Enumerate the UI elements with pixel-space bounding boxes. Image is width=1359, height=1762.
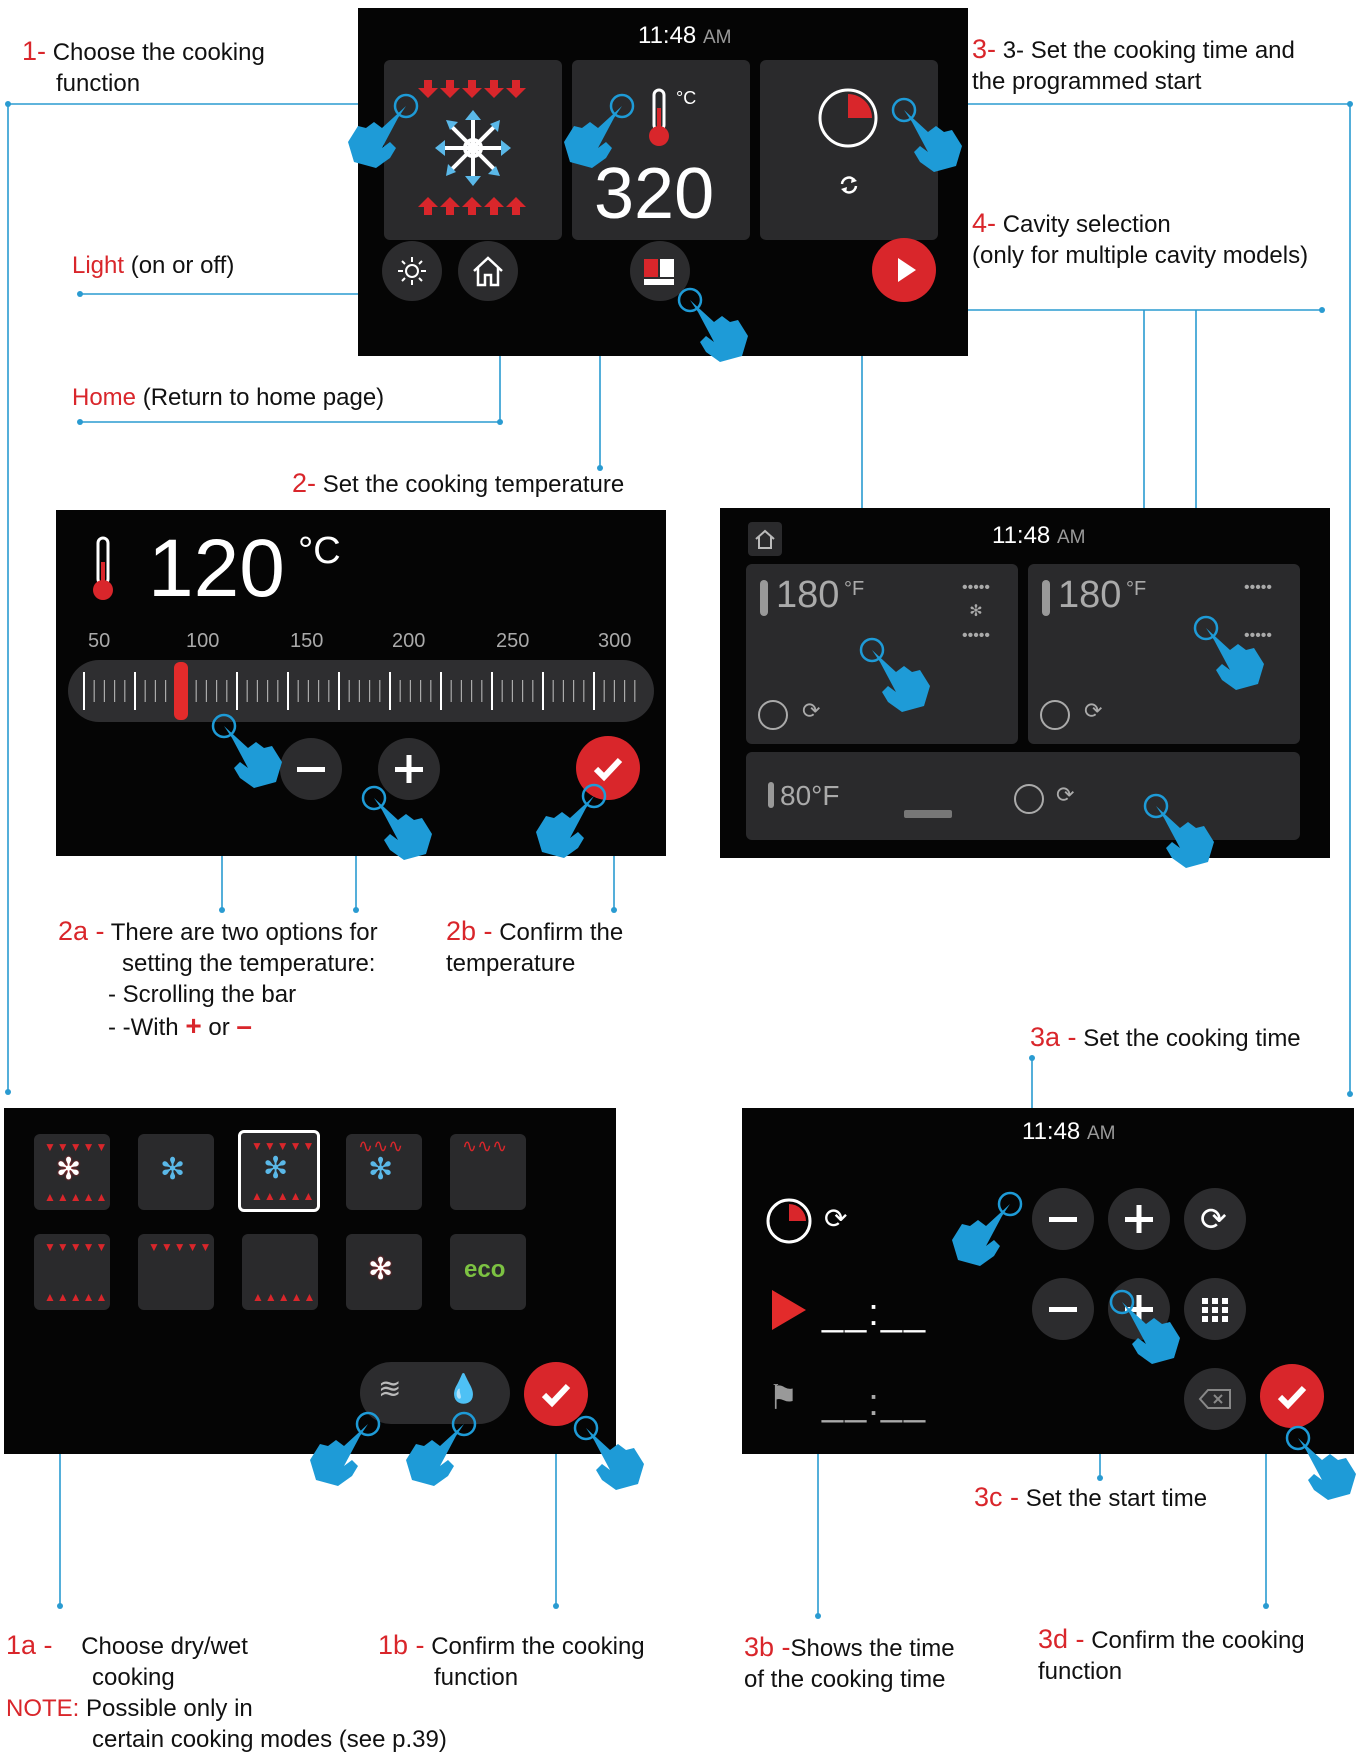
backspace-button[interactable] — [1184, 1368, 1246, 1430]
annotation-light — [72, 250, 234, 281]
annotation-text: Confirm the cooking — [1091, 1627, 1305, 1654]
scale-label: 250 — [496, 630, 530, 652]
dry-cooking-icon[interactable]: ≋ — [378, 1373, 402, 1404]
grill-fan-function[interactable]: ∿∿∿ ✻ — [346, 1134, 422, 1210]
light-icon — [382, 241, 442, 301]
heating-elements-icon: ••••• ••••• — [1243, 579, 1272, 644]
annotation-number: 1b - — [378, 1630, 425, 1660]
minus-sign: – — [236, 1010, 252, 1041]
annotation-text: (only for multiple cavity models) — [972, 242, 1309, 269]
pointing-hand-icon — [1108, 1288, 1188, 1368]
keypad-button[interactable] — [1184, 1278, 1246, 1340]
annotation-number: 4- — [972, 208, 997, 238]
slider-ticks — [68, 660, 654, 722]
annotation-key: Light — [72, 252, 125, 279]
play-icon — [872, 238, 936, 302]
pointing-hand-icon — [1142, 792, 1222, 872]
annotation-number: 3- — [972, 34, 997, 64]
annotation-text: of the cooking time — [744, 1666, 946, 1693]
annotation-text: Set the cooking temperature — [322, 471, 625, 498]
annotation-text: - -With — [108, 1014, 179, 1041]
temp-screen-value: 120 — [148, 523, 285, 614]
eco-label: eco — [464, 1256, 506, 1283]
scale-label: 150 — [290, 630, 324, 652]
annotation-text: - Scrolling the bar — [108, 981, 297, 1008]
temperature-slider-track[interactable] — [68, 660, 654, 722]
backspace-icon — [1184, 1368, 1246, 1430]
pointing-hand-icon — [944, 1190, 1024, 1270]
home-icon — [748, 522, 782, 556]
repeat-button[interactable] — [1184, 1188, 1246, 1250]
scale-label: 200 — [392, 630, 426, 652]
start-time-value: __:__ — [822, 1292, 928, 1334]
scale-label: 100 — [186, 630, 220, 652]
thermometer-icon — [644, 88, 674, 148]
check-icon — [1260, 1364, 1324, 1428]
cavity-clock-time: 11:48 — [992, 522, 1051, 549]
annotation-text: Set the start time — [1025, 1485, 1208, 1512]
pointing-hand-icon — [1284, 1424, 1359, 1504]
annotation-text: or — [208, 1014, 230, 1041]
pointing-hand-icon — [360, 784, 440, 864]
top-heat-function[interactable]: ▼▼▼▼▼ — [138, 1234, 214, 1310]
start-button[interactable] — [872, 238, 936, 302]
annotation-3c — [974, 1482, 1207, 1514]
annotation-2a — [58, 916, 378, 1043]
minus-icon — [1032, 1188, 1094, 1250]
annotation-text: temperature — [446, 950, 576, 977]
cavity-1-unit: °F — [844, 578, 865, 600]
cavity-clock — [992, 522, 1085, 550]
start-time-icon — [768, 1288, 808, 1332]
scale-label: 50 — [88, 630, 111, 652]
main-temp-unit: °C — [676, 88, 697, 108]
cavity-home-button[interactable] — [748, 522, 782, 556]
grill-function[interactable]: ∿∿∿ — [450, 1134, 526, 1210]
pointing-hand-icon — [398, 1410, 478, 1490]
annotation-number: 2b - — [446, 916, 493, 946]
pointing-hand-icon — [676, 286, 756, 366]
annotation-text: (on or off) — [130, 252, 235, 279]
timer-icon — [1014, 784, 1044, 814]
annotation-text: function — [434, 1664, 519, 1691]
annotation-4 — [972, 208, 1308, 271]
annotation-text: Confirm the cooking — [431, 1633, 645, 1660]
annotation-text: Set the cooking time — [1083, 1025, 1301, 1052]
annotation-2 — [292, 468, 624, 500]
repeat-icon: ⟳ — [1056, 782, 1075, 807]
fan-only-function[interactable]: ✻ — [138, 1134, 214, 1210]
annotation-text: cooking — [92, 1664, 175, 1691]
annotation-number: 3d - — [1038, 1624, 1085, 1654]
plus-sign: + — [185, 1010, 202, 1041]
top-bottom-function[interactable]: ▼▼▼▼▼ ▲▲▲▲▲ — [34, 1234, 110, 1310]
annotation-number: 2a - — [58, 916, 105, 946]
temp-screen-unit: °C — [298, 530, 341, 572]
increase-time-button[interactable] — [1108, 1188, 1170, 1250]
eco-function[interactable] — [450, 1234, 526, 1310]
fan-function-icon: ••••• ✻ ••••• — [961, 579, 990, 644]
main-screen — [358, 8, 968, 356]
thermometer-icon — [1042, 580, 1050, 616]
annotation-text: setting the temperature: — [122, 950, 376, 977]
annotation-text: the programmed start — [972, 68, 1202, 95]
temperature-scale — [56, 630, 666, 656]
annotation-text: function — [56, 70, 141, 97]
annotation-number: 3b - — [744, 1632, 791, 1662]
thermometer-icon — [768, 782, 774, 808]
repeat-icon — [838, 174, 860, 196]
annotation-1 — [22, 36, 265, 99]
pointing-hand-icon — [340, 92, 420, 172]
annotation-3a — [1030, 1022, 1301, 1054]
warming-drawer-icon — [904, 810, 952, 818]
thermometer-icon — [88, 536, 118, 602]
annotation-number: 1a - — [6, 1630, 53, 1660]
main-temperature-value: 320 — [594, 154, 715, 234]
annotation-text: Confirm the — [499, 919, 624, 946]
finish-flag-icon: ⚑ — [768, 1379, 799, 1417]
decrease-time-button[interactable] — [1032, 1188, 1094, 1250]
annotation-number: 2- — [292, 468, 317, 498]
annotation-text: certain cooking modes (see p.39) — [92, 1726, 447, 1753]
time-clock-time: 11:48 — [1022, 1118, 1081, 1145]
timer-icon — [1040, 700, 1070, 730]
repeat-icon: ⟳ — [1200, 1201, 1227, 1237]
annotation-home — [72, 382, 384, 413]
pointing-hand-icon — [890, 96, 970, 176]
timer-icon — [816, 86, 880, 150]
annotation-number: 3a - — [1030, 1022, 1077, 1052]
fan-heating-function[interactable]: ✻ — [346, 1234, 422, 1310]
cavity-3-temp: 80°F — [780, 780, 840, 811]
keypad-icon — [1184, 1278, 1246, 1340]
fan-grill-function[interactable]: ▼▼▼▼▼ ✻ ▲▲▲▲▲ — [238, 1130, 320, 1212]
annotation-text: 3- Set the cooking time and — [1002, 37, 1295, 64]
decrease-start-button[interactable] — [1032, 1278, 1094, 1340]
bottom-heat-function[interactable]: ▲▲▲▲▲ — [242, 1234, 318, 1310]
function-selection-screen — [4, 1108, 616, 1454]
annotation-number: 1- — [22, 36, 47, 66]
time-clock-ampm: AM — [1086, 1123, 1116, 1144]
annotation-1b — [378, 1630, 645, 1693]
fan-top-bottom-function[interactable]: ▼▼▼▼▼ ✻ ▲▲▲▲▲ — [34, 1134, 110, 1210]
timer-icon — [764, 1196, 814, 1246]
annotation-text: Choose the cooking — [52, 39, 265, 66]
thermometer-icon — [760, 580, 768, 616]
annotation-key: Home — [72, 384, 137, 411]
home-icon — [458, 241, 518, 301]
pointing-hand-icon — [572, 1414, 652, 1494]
cavity-clock-ampm: AM — [1056, 527, 1086, 548]
cavity-2-temp: 180 — [1058, 574, 1122, 616]
annotation-text: Possible only in — [86, 1695, 253, 1722]
temperature-slider-thumb[interactable] — [174, 662, 188, 720]
annotation-text: Shows the time — [790, 1635, 955, 1662]
pointing-hand-icon — [858, 636, 938, 716]
annotation-3d — [1038, 1624, 1305, 1687]
main-clock-ampm: AM — [702, 27, 732, 48]
pointing-hand-icon — [556, 92, 636, 172]
cooking-time-screen — [742, 1108, 1354, 1454]
cavity-1-temp: 180 — [776, 574, 840, 616]
repeat-icon: ⟳ — [824, 1203, 848, 1234]
annotation-3 — [972, 34, 1295, 97]
pointing-hand-icon — [302, 1410, 382, 1490]
annotation-text: Choose dry/wet — [81, 1633, 248, 1660]
cavity-2-unit: °F — [1126, 578, 1147, 600]
main-clock — [638, 22, 731, 50]
wet-cooking-icon[interactable]: 💧 — [446, 1373, 481, 1404]
pointing-hand-icon — [528, 782, 608, 862]
end-time-value: __:__ — [822, 1382, 928, 1424]
annotation-text: (Return to home page) — [142, 384, 385, 411]
repeat-icon: ⟳ — [802, 698, 821, 723]
plus-icon — [1108, 1188, 1170, 1250]
annotation-3b — [744, 1632, 955, 1695]
minus-icon — [1032, 1278, 1094, 1340]
main-clock-time: 11:48 — [638, 22, 697, 49]
annotation-2b — [446, 916, 623, 979]
timer-icon — [758, 700, 788, 730]
annotation-text: Cavity selection — [1002, 211, 1171, 238]
light-button[interactable] — [382, 241, 442, 301]
annotation-text: function — [1038, 1658, 1123, 1685]
pointing-hand-icon — [210, 712, 290, 792]
scale-label: 300 — [598, 630, 632, 652]
pointing-hand-icon — [1192, 614, 1272, 694]
home-button[interactable] — [458, 241, 518, 301]
time-clock — [1022, 1118, 1115, 1146]
annotation-number: 3c - — [974, 1482, 1020, 1512]
repeat-icon: ⟳ — [1084, 698, 1103, 723]
annotation-text: There are two options for — [110, 919, 378, 946]
note-key: NOTE: — [6, 1695, 80, 1722]
confirm-time-button[interactable] — [1260, 1364, 1324, 1428]
